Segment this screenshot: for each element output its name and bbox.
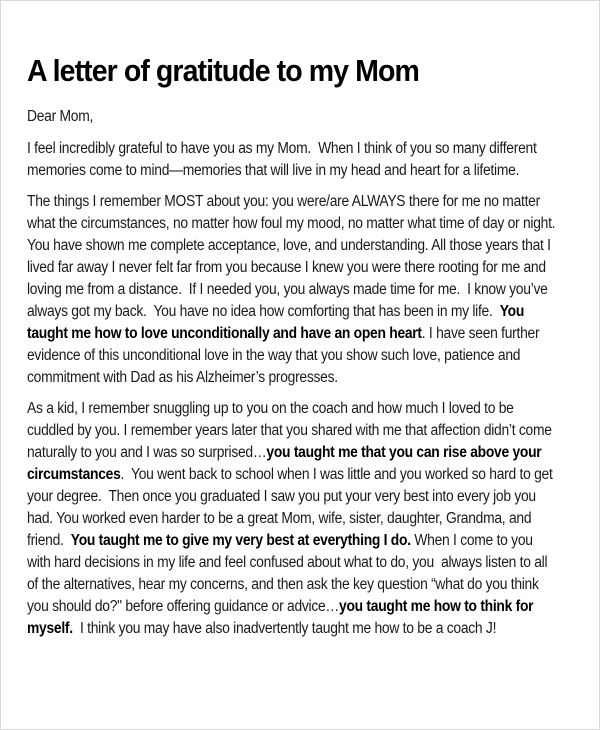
text-line <box>27 160 542 182</box>
emphasized-text: you taught me how to think for <box>339 598 534 615</box>
paragraph <box>27 191 556 389</box>
paragraph-spacer <box>27 182 542 191</box>
text-line <box>27 442 542 464</box>
paragraph-spacer <box>27 128 542 138</box>
text-run: naturally to you and I was so surprised… <box>27 444 267 461</box>
emphasized-text: circumstances <box>27 466 121 483</box>
text-run: cuddled by you. I remember years later that you shared with me that affection didn’t come <box>27 422 552 439</box>
salutation: Dear Mom, <box>27 108 94 125</box>
text-line <box>27 420 552 442</box>
emphasized-text: myself. <box>27 620 73 637</box>
text-run: I think you may have also inadvertently taught me how to be a coach J! <box>72 620 497 637</box>
text-line <box>27 191 542 213</box>
text-line <box>27 345 542 367</box>
text-run: lived far away I never felt far from you because I knew you were there rooting for me and <box>27 259 546 276</box>
text-line <box>27 367 542 389</box>
text-run: your degree. Then once you graduated I saw you put your very best into every job you <box>27 488 536 505</box>
letter-title: A letter of gratitude to my Mom <box>27 53 419 88</box>
text-line <box>27 213 556 235</box>
paragraph <box>27 398 553 640</box>
text-line <box>27 618 542 640</box>
text-line <box>27 398 542 420</box>
text-run: always got my back. You have no idea how comforting that has been in my life. <box>27 303 500 320</box>
text-run: had. You worked even harder to be a great Mom, wife, sister, daughter, Grandma, and <box>27 510 532 527</box>
text-run: I feel incredibly grateful to have you as my Mom. When I think of you so many different <box>27 140 537 157</box>
text-run: of the alternatives, hear my concerns, and then ask the key question “what do you think <box>27 576 539 593</box>
text-run: You have shown me complete acceptance, love, and understanding. All those years that I <box>27 237 551 254</box>
text-run: evidence of this unconditional love in the way that you show such love, patience and <box>27 347 521 364</box>
text-line <box>27 279 548 301</box>
paragraph <box>27 138 542 182</box>
letter-body <box>27 106 556 640</box>
text-line <box>27 530 542 552</box>
text-line <box>27 235 551 257</box>
text-run: As a kid, I remember snuggling up to you on the coach and how much I loved to be <box>27 400 514 417</box>
text-line <box>27 301 542 323</box>
text-run: memories come to mind—memories that will live in my head and heart for a lifetime. <box>27 162 520 179</box>
text-line <box>27 574 542 596</box>
text-run: commitment with Dad as his Alzheimer’s progresses. <box>27 369 338 386</box>
text-run: loving me from a distance. If I needed you, you always made time for me. I know you’ve <box>27 281 548 298</box>
text-line <box>27 464 553 486</box>
text-run: you should do?" before offering guidance or advice… <box>27 598 340 615</box>
text-run: The things I remember MOST about you: you were/are ALWAYS there for me no matter <box>27 193 540 210</box>
text-run: with hard decisions in my life and feel confused about what to do, you always listen to all <box>27 554 548 571</box>
text-line <box>27 508 542 530</box>
emphasized-text: you taught me that you can rise above your <box>266 444 542 461</box>
emphasized-text: You taught me to give my very best at everything I do. <box>70 532 411 549</box>
paragraph-spacer <box>27 389 542 398</box>
text-line <box>27 323 542 345</box>
text-run: . You went back to school when I was little and you worked so hard to get <box>120 466 553 483</box>
text-run: When I come to you <box>410 532 533 549</box>
text-run: what the circumstances, no matter how foul my mood, no matter what time of day or night. <box>27 215 556 232</box>
emphasized-text: You <box>499 303 525 320</box>
text-line <box>27 138 542 160</box>
text-line <box>27 552 548 574</box>
text-line <box>27 257 546 279</box>
text-line <box>27 486 542 508</box>
text-run: friend. <box>27 532 71 549</box>
text-line <box>27 596 542 618</box>
emphasized-text: taught me how to love unconditionally and have an open heart <box>27 325 422 342</box>
text-run: . I have seen further <box>421 325 540 342</box>
